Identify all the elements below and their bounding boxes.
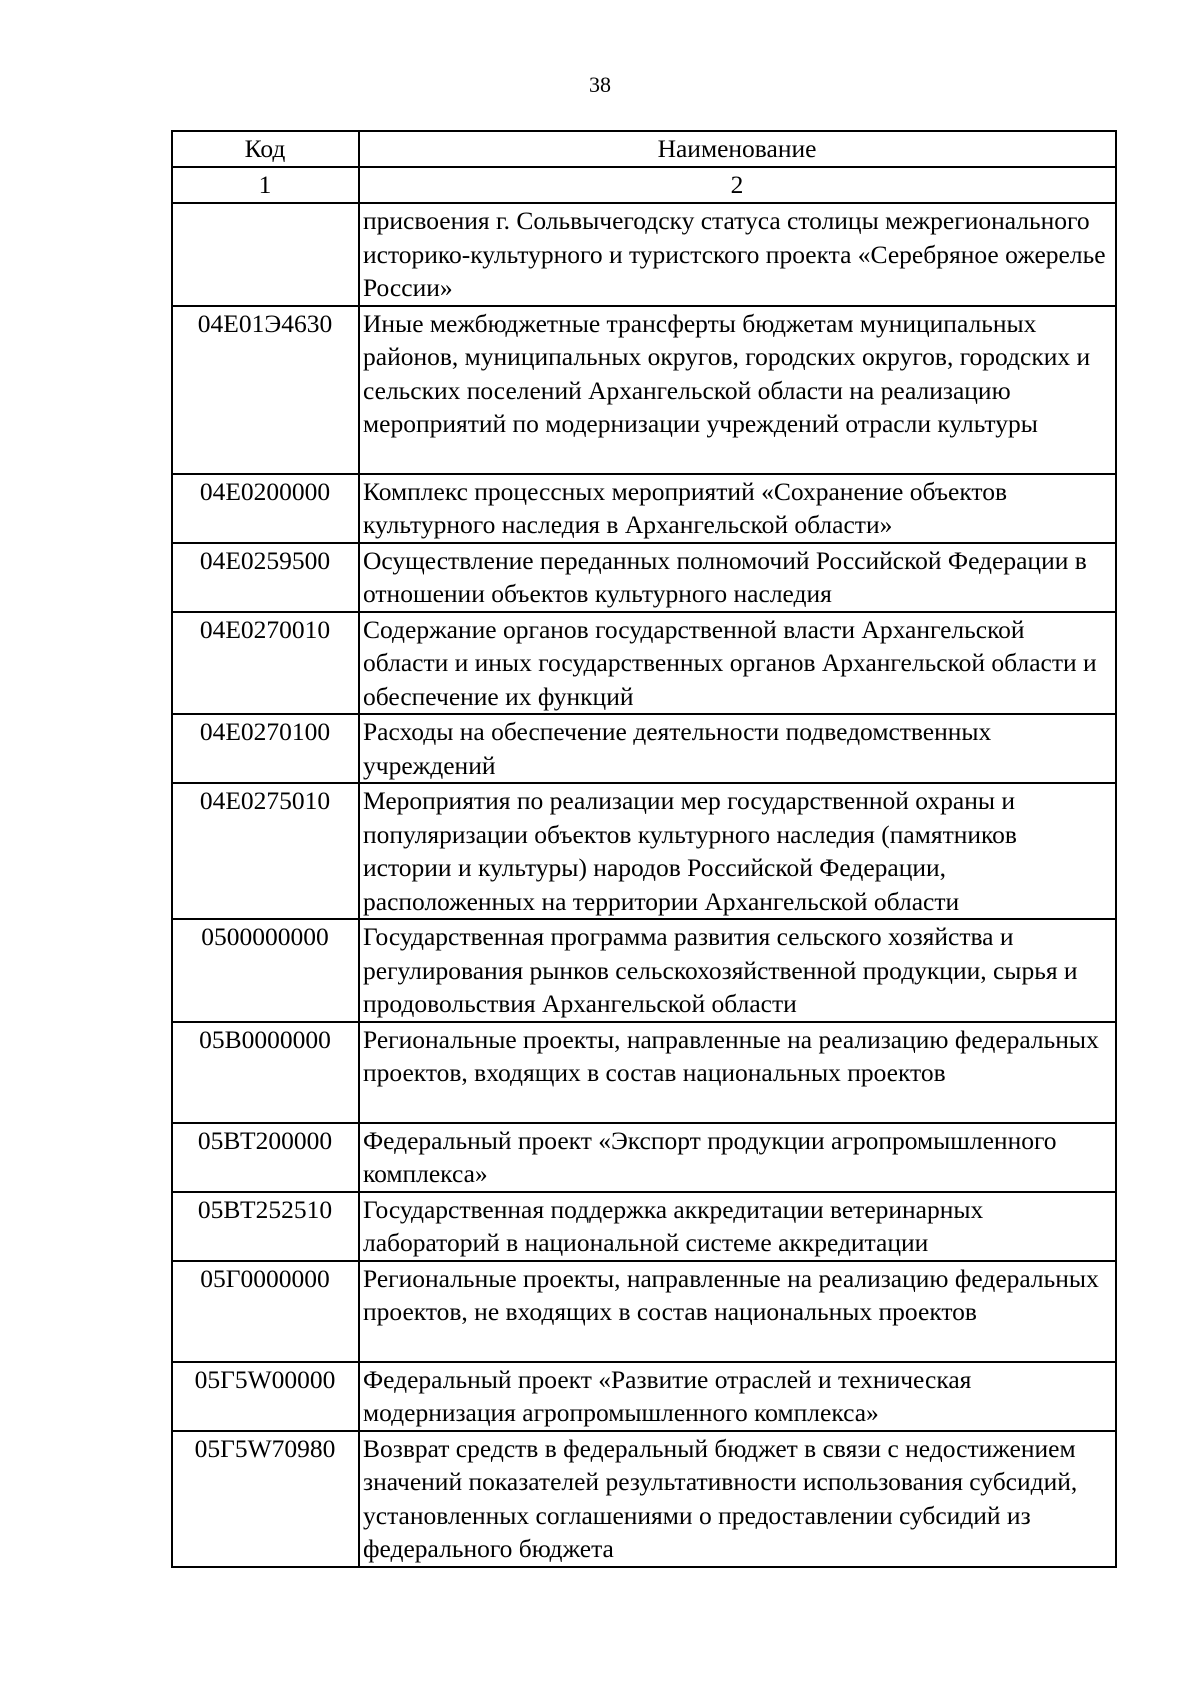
header-code: Код: [172, 131, 359, 167]
row-code: 05В0000000: [172, 1022, 359, 1123]
row-name: Государственная поддержка аккредитации ветеринарных лабораторий в национальной системе аккредитации: [359, 1192, 1116, 1261]
table-row: [172, 1123, 1116, 1192]
table-header-row: [172, 131, 1116, 167]
row-code: 04Е0200000: [172, 474, 359, 543]
budget-code-table: [171, 130, 1117, 1568]
table-row: [172, 783, 1116, 919]
row-code: 05ВТ252510: [172, 1192, 359, 1261]
table-row: [172, 306, 1116, 474]
table-row: [172, 1261, 1116, 1362]
row-name: Региональные проекты, направленные на реализацию федеральных проектов, не входящих в состав национальных проектов: [359, 1261, 1116, 1362]
row-name: Иные межбюджетные трансферты бюджетам муниципальных районов, муниципальных округов, городских округов, городских и сельских поселений Архангельской области на реализацию мероприятий по модернизации учреждений отрасли культуры: [359, 306, 1116, 474]
row-code: [172, 203, 359, 306]
header-name: Наименование: [359, 131, 1116, 167]
table-row: [172, 919, 1116, 1022]
row-code: 05Г5W00000: [172, 1362, 359, 1431]
row-name: Расходы на обеспечение деятельности подведомственных учреждений: [359, 714, 1116, 783]
row-code: 05Г5W70980: [172, 1431, 359, 1567]
table-row: [172, 1362, 1116, 1431]
row-code: 04Е0259500: [172, 543, 359, 612]
table-row: [172, 474, 1116, 543]
row-name: присвоения г. Сольвычегодску статуса столицы межрегионального историко-культурного и туристского проекта «Серебряное ожерелье России»: [359, 203, 1116, 306]
row-code: 05ВТ200000: [172, 1123, 359, 1192]
row-code: 04Е0275010: [172, 783, 359, 919]
row-code: 0500000000: [172, 919, 359, 1022]
row-name: Осуществление переданных полномочий Российской Федерации в отношении объектов культурного наследия: [359, 543, 1116, 612]
row-name: Федеральный проект «Развитие отраслей и техническая модернизация агропромышленного комплекса»: [359, 1362, 1116, 1431]
table-row: [172, 1431, 1116, 1567]
column-number-code: 1: [172, 167, 359, 203]
row-code: 05Г0000000: [172, 1261, 359, 1362]
row-name: Мероприятия по реализации мер государственной охраны и популяризации объектов культурного наследия (памятников истории и культуры) народов Российской Федерации, расположенных на территории Архангельской области: [359, 783, 1116, 919]
page-number: 38: [589, 72, 611, 97]
column-number-name: 2: [359, 167, 1116, 203]
row-code: 04Е0270100: [172, 714, 359, 783]
row-code: 04Е01Э4630: [172, 306, 359, 474]
row-name: Государственная программа развития сельского хозяйства и регулирования рынков сельскохозяйственной продукции, сырья и продовольствия Архангельской области: [359, 919, 1116, 1022]
row-name: Региональные проекты, направленные на реализацию федеральных проектов, входящих в состав национальных проектов: [359, 1022, 1116, 1123]
table-row: [172, 612, 1116, 715]
table-row: [172, 714, 1116, 783]
table-row: [172, 1022, 1116, 1123]
table-row: [172, 1192, 1116, 1261]
row-name: Федеральный проект «Экспорт продукции агропромышленного комплекса»: [359, 1123, 1116, 1192]
row-name: Комплекс процессных мероприятий «Сохранение объектов культурного наследия в Архангельской области»: [359, 474, 1116, 543]
column-number-row: [172, 167, 1116, 203]
row-name: Содержание органов государственной власти Архангельской области и иных государственных органов Архангельской области и обеспечение их функций: [359, 612, 1116, 715]
table-row: [172, 203, 1116, 306]
row-code: 04Е0270010: [172, 612, 359, 715]
table-row: [172, 543, 1116, 612]
row-name: Возврат средств в федеральный бюджет в связи с недостижением значений показателей результативности использования субсидий, установленных соглашениями о предоставлении субсидий из федерального бюджета: [359, 1431, 1116, 1567]
